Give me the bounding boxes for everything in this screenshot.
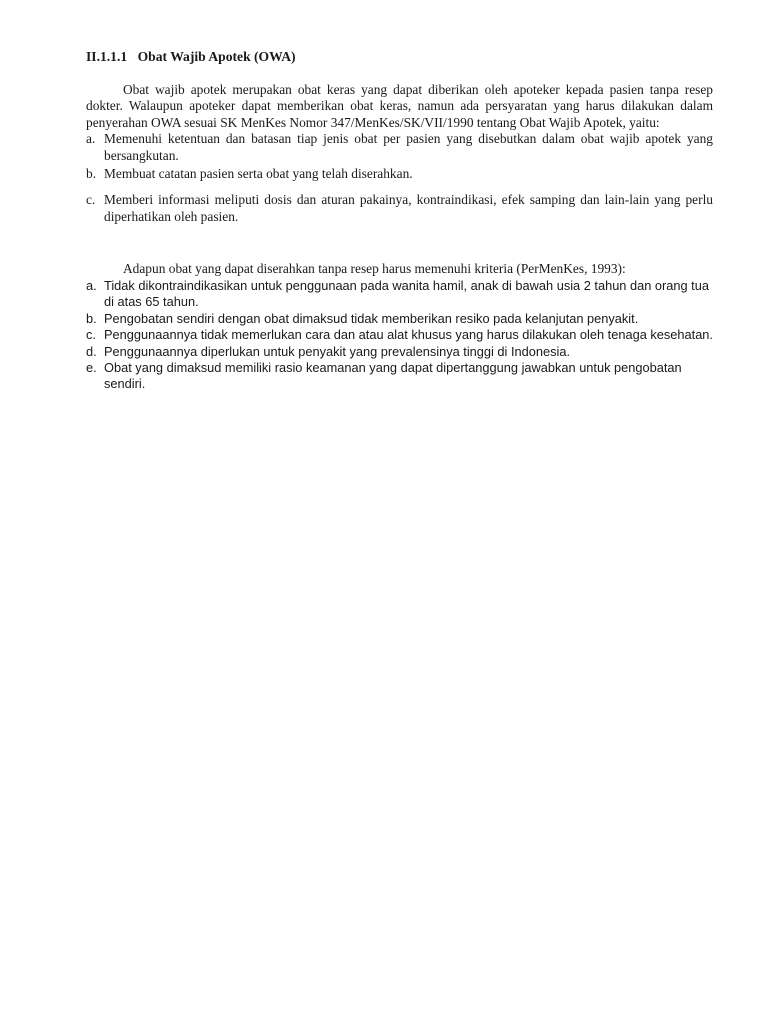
list-item-text: Obat yang dimaksud memiliki rasio keamanan yang dapat dipertanggung jawabkan untuk pengobatan sendiri. xyxy=(104,359,682,392)
list-item-text: Memenuhi ketentuan dan batasan tiap jenis obat per pasien yang disebutkan dalam obat wajib apotek yang bersangkutan. xyxy=(104,131,713,163)
requirements-list xyxy=(86,131,713,225)
list-marker: a. xyxy=(86,131,96,147)
list-item xyxy=(86,327,713,343)
section-heading xyxy=(86,49,713,66)
intro-paragraph: Obat wajib apotek merupakan obat keras yang dapat diberikan oleh apoteker kepada pasien tanpa resep dokter. Walaupun apoteker dapat memberikan obat keras, namun ada persyaratan yang harus dilakukan dalam penyerahan OWA sesuai SK MenKes Nomor 347/MenKes/SK/VII/1990 tentang Obat Wajib Apotek, yaitu: xyxy=(86,81,713,130)
list-marker: d. xyxy=(86,343,97,359)
criteria-intro: Adapun obat yang dapat diserahkan tanpa resep harus memenuhi kriteria (PerMenKes, 1993): xyxy=(123,261,626,277)
list-marker: b. xyxy=(86,165,97,181)
list-item xyxy=(86,131,713,164)
list-item xyxy=(86,311,713,327)
document-body xyxy=(86,49,713,393)
list-item xyxy=(86,166,713,183)
list-item-text: Memberi informasi meliputi dosis dan aturan pakainya, kontraindikasi, efek samping dan lain-lain yang perlu diperhatikan oleh pasien. xyxy=(104,192,713,224)
section-number: II.1.1.1 xyxy=(86,49,128,64)
list-item-text: Tidak dikontraindikasikan untuk penggunaan pada wanita hamil, anak di bawah usia 2 tahun dan orang tua di atas 65 tahun. xyxy=(104,277,709,310)
list-marker: c. xyxy=(86,327,96,343)
list-item-text: Penggunaannya tidak memerlukan cara dan atau alat khusus yang harus dilakukan oleh tenaga kesehatan. xyxy=(104,327,713,343)
list-item xyxy=(86,278,713,311)
section-title: Obat Wajib Apotek (OWA) xyxy=(137,49,296,64)
criteria-list xyxy=(86,278,713,393)
list-item-text: Penggunaannya diperlukan untuk penyakit yang prevalensinya tinggi di Indonesia. xyxy=(104,343,570,359)
list-marker: b. xyxy=(86,310,97,326)
list-item-text: Membuat catatan pasien serta obat yang telah diserahkan. xyxy=(104,165,413,181)
list-item xyxy=(86,192,713,225)
list-item xyxy=(86,344,713,360)
list-item-text: Pengobatan sendiri dengan obat dimaksud tidak memberikan resiko pada kelanjutan penyakit. xyxy=(104,310,639,326)
list-item xyxy=(86,360,713,393)
list-marker: c. xyxy=(86,192,96,208)
list-marker: e. xyxy=(86,359,97,375)
list-marker: a. xyxy=(86,277,97,293)
